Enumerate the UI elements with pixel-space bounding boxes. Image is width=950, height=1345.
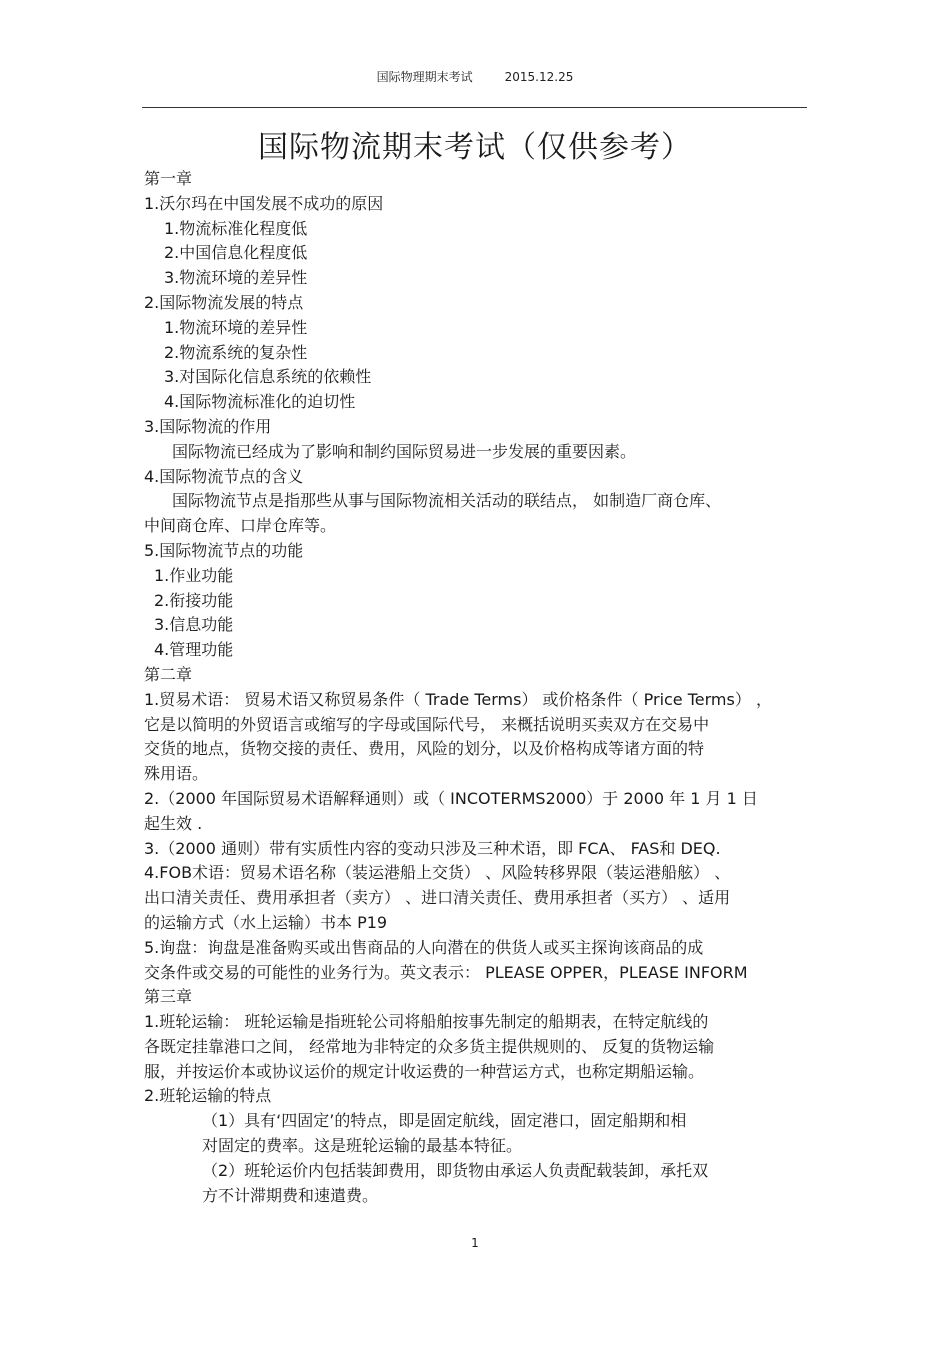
chapter-heading: 第三章 (144, 987, 193, 1007)
paragraph-line: 它是以简明的外贸语言或缩写的字母或国际代号， 来概括说明买卖双方在交易中 (144, 714, 710, 734)
paragraph-line: 殊用语。 (144, 764, 209, 784)
section-heading: 3.国际物流的作用 (144, 416, 272, 436)
header-date: 2015.12.25 (504, 70, 574, 84)
paragraph-line: 的运输方式（水上运输）书本 P19 (144, 912, 388, 932)
section-heading: 4.国际物流节点的含义 (144, 466, 304, 486)
paragraph-line: 1.班轮运输： 班轮运输是指班轮公司将船舶按事先制定的船期表，在特定航线的 (144, 1012, 709, 1032)
paragraph-line: 方不计滞期费和速遣费。 (202, 1185, 379, 1205)
section-heading: 2.国际物流发展的特点 (144, 292, 304, 312)
section-heading: 1.沃尔玛在中国发展不成功的原因 (144, 193, 384, 213)
page-number: 1 (471, 1236, 479, 1250)
paragraph-line: 各既定挂靠港口之间， 经常地为非特定的众多货主提供规则的、 反复的货物运输 (144, 1036, 715, 1056)
document-body (144, 167, 844, 1208)
list-item: 1.物流标准化程度低 (164, 218, 308, 238)
section-heading: 5.国际物流节点的功能 (144, 540, 304, 560)
paragraph-line: 3.（2000 通则）带有实质性内容的变动只涉及三种术语，即 FCA、 FAS和 DEQ. (144, 838, 721, 858)
page-header (0, 68, 950, 85)
list-item: 3.信息功能 (154, 615, 234, 635)
header-course: 国际物理期末考试 (376, 70, 473, 84)
list-item: 2.中国信息化程度低 (164, 243, 308, 263)
chapter-heading: 第一章 (144, 169, 193, 188)
paragraph-line: 1.贸易术语： 贸易术语又称贸易条件（ Trade Terms） 或价格条件（ Price Terms） ， (144, 689, 772, 709)
list-item: 1.作业功能 (154, 565, 234, 585)
header-divider (142, 107, 807, 108)
paragraph-line: 对固定的费率。这是班轮运输的最基本特征。 (202, 1136, 523, 1156)
list-item: 3.物流环境的差异性 (164, 268, 308, 288)
paragraph-line: 服，并按运价本或协议运价的规定计收运费的一种营运方式，也称定期船运输。 (144, 1061, 705, 1081)
section-heading: 2.班轮运输的特点 (144, 1086, 272, 1106)
paragraph-line: 2.（2000 年国际贸易术语解释通则）或（ INCOTERMS2000）于 2000 年 1 月 1 日 (144, 788, 758, 808)
list-item: 2.衔接功能 (154, 590, 234, 610)
list-item: 4.国际物流标准化的迫切性 (164, 392, 356, 412)
paragraph-line: 4.FOB术语：贸易术语名称（装运港船上交货） 、风险转移界限（装运港船舷） 、 (144, 863, 731, 883)
list-item: 4.管理功能 (154, 640, 234, 660)
list-item: 2.物流系统的复杂性 (164, 342, 308, 362)
list-item: 1.物流环境的差异性 (164, 317, 308, 337)
paragraph-line: 国际物流节点是指那些从事与国际物流相关活动的联结点， 如制造厂商仓库、 (172, 491, 722, 511)
list-item: 3.对国际化信息系统的依赖性 (164, 367, 372, 387)
document-title: 国际物流期末考试（仅供参考） (258, 130, 692, 165)
paragraph-line: 国际物流已经成为了影响和制约国际贸易进一步发展的重要因素。 (172, 441, 637, 461)
chapter-heading: 第二章 (144, 664, 193, 684)
paragraph-line: 出口清关责任、费用承担者（卖方） 、进口清关责任、费用承担者（买方） 、适用 (144, 888, 731, 908)
paragraph-line: （1）具有‘四固定’的特点，即是固定航线，固定港口，固定船期和相 (202, 1111, 687, 1131)
paragraph-line: 交条件或交易的可能性的业务行为。英文表示： PLEASE OPPER，PLEASE INFORM (144, 962, 748, 982)
paragraph-line: 中间商仓库、口岸仓库等。 (144, 516, 337, 536)
paragraph-line: （2）班轮运价内包括装卸费用，即货物由承运人负责配载装卸，承托双 (202, 1160, 709, 1180)
paragraph-line: 起生效 . (144, 813, 203, 833)
paragraph-line: 交货的地点，货物交接的责任、费用，风险的划分，以及价格构成等诸方面的特 (144, 739, 705, 759)
paragraph-line: 5.询盘：询盘是准备购买或出售商品的人向潜在的供货人或买主探询该商品的成 (144, 937, 704, 957)
